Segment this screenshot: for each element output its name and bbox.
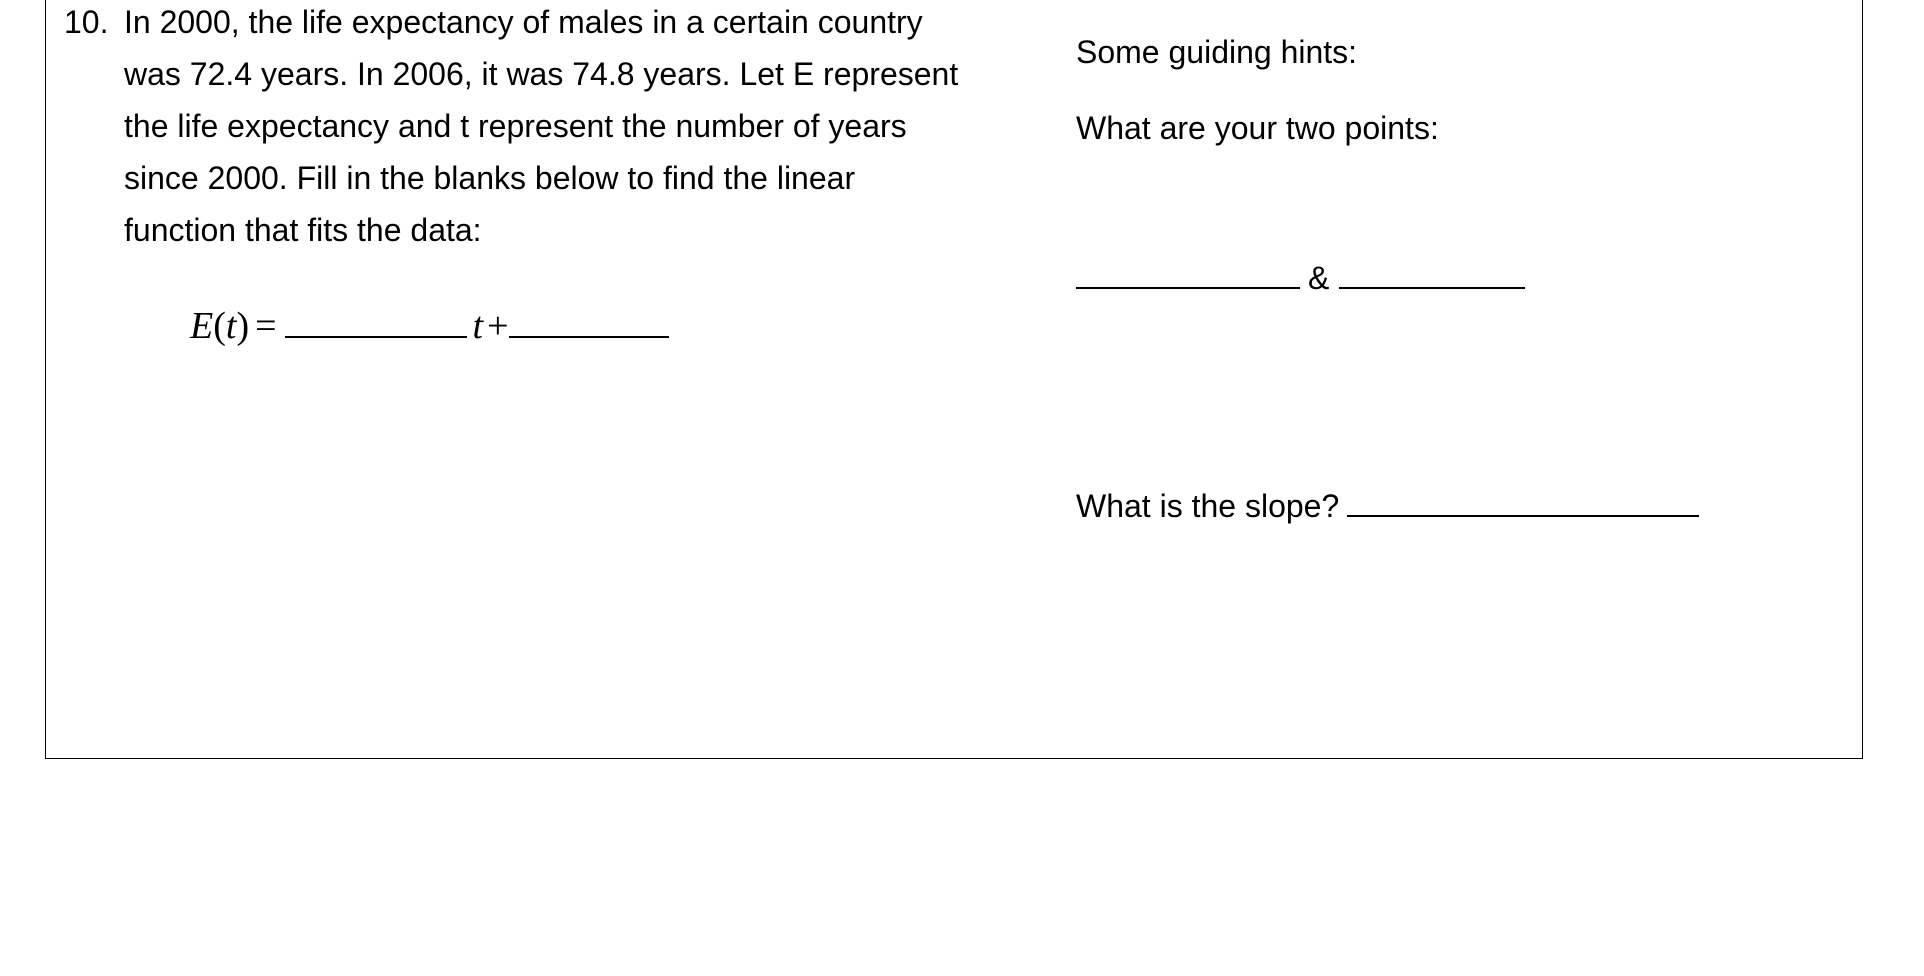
close-paren: )	[236, 305, 250, 347]
problem-number: 10.	[64, 4, 109, 40]
slope-blank[interactable]	[285, 335, 467, 338]
points-question: What are your two points:	[1076, 110, 1439, 146]
function-variable: t	[225, 305, 237, 347]
first-point-blank[interactable]	[1076, 286, 1300, 289]
problem-line-2: was 72.4 years. In 2006, it was 74.8 years. Let E represent	[124, 56, 959, 92]
open-paren: (	[213, 305, 226, 347]
slope-answer-blank[interactable]	[1347, 514, 1699, 517]
slope-question: What is the slope?	[1076, 488, 1340, 524]
second-point-blank[interactable]	[1339, 286, 1525, 289]
slope-variable: t	[472, 305, 484, 347]
problem-line-4: since 2000. Fill in the blanks below to find the linear	[124, 160, 856, 196]
points-answer-row	[1076, 258, 1525, 298]
problem-line-3: the life expectancy and t represent the number of years	[124, 108, 907, 144]
problem-line-5: function that fits the data:	[124, 212, 482, 248]
problem-line-1: In 2000, the life expectancy of males in a certain country	[124, 4, 923, 40]
plus-sign: +	[487, 305, 509, 347]
problem-statement	[124, 2, 1024, 262]
function-name: E	[190, 305, 214, 347]
points-separator: &	[1308, 260, 1330, 296]
linear-function-equation	[190, 302, 669, 350]
intercept-blank[interactable]	[509, 335, 669, 338]
equals-sign: =	[255, 305, 277, 347]
hints-title: Some guiding hints:	[1076, 34, 1358, 70]
slope-question-row	[1076, 486, 1699, 526]
